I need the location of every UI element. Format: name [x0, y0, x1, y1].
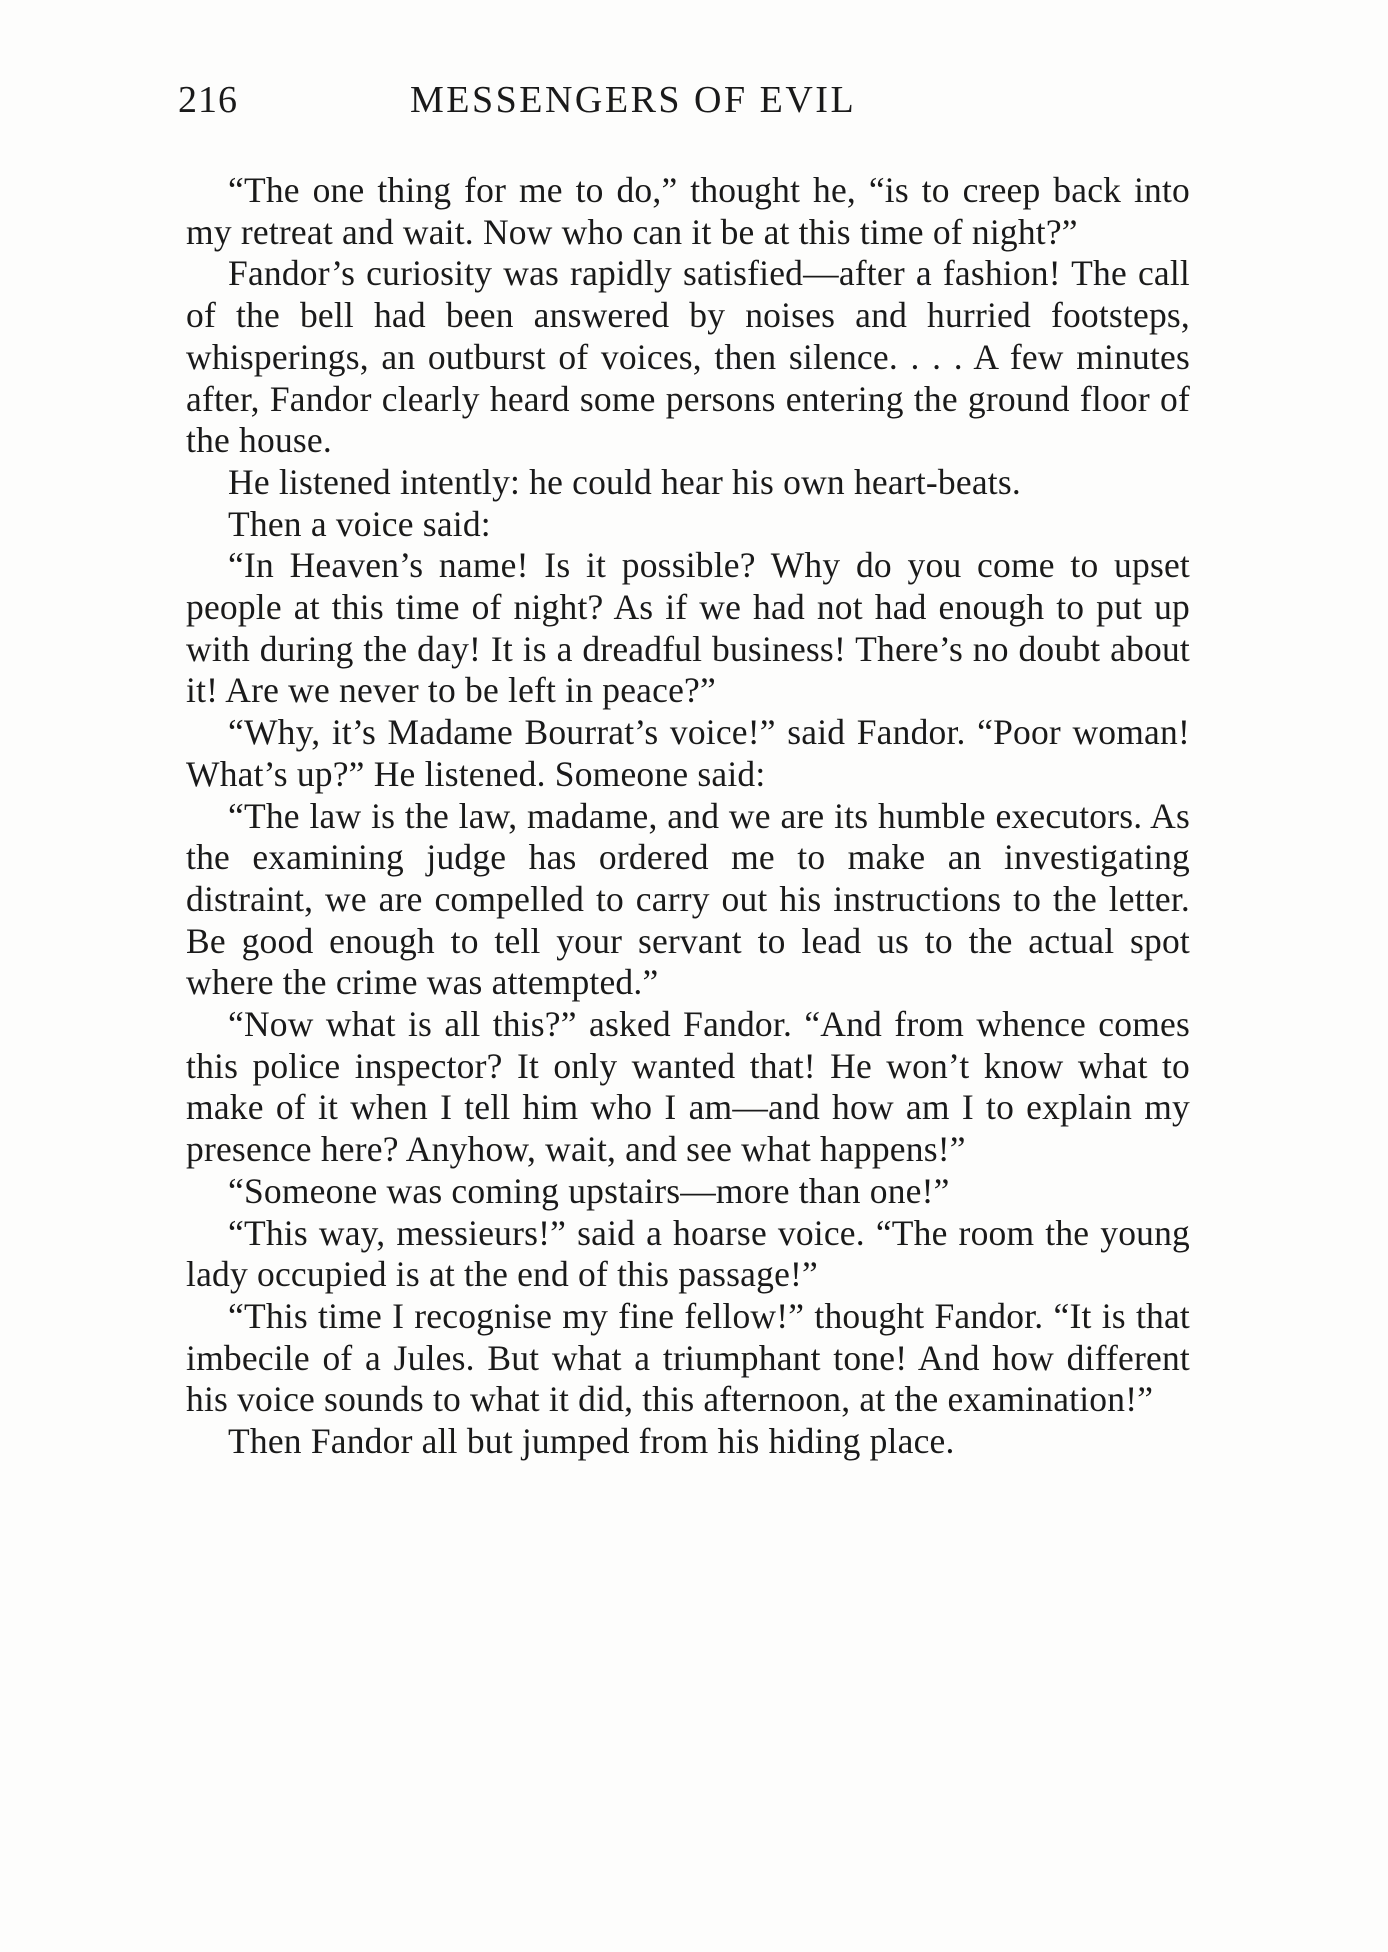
paragraph: “This way, messieurs!” said a hoarse voice. “The room the young lady occupied is at the end of this passage!” [186, 1212, 1190, 1295]
body-text [186, 170, 1190, 1463]
paragraph: “Now what is all this?” asked Fandor. “And from whence comes this police inspector? It only wanted that! He won’t know what to make of it when I tell him who I am—and how am I to explain my presence here? Anyhow, wait, and see what happens!” [186, 1004, 1190, 1170]
paragraph: “The one thing for me to do,” thought he, “is to creep back into my retreat and wait. Now who can it be at this time of night?” [186, 170, 1190, 252]
paragraph: Fandor’s curiosity was rapidly satisfied—after a fashion! The call of the bell had been answered by noises and hurried footsteps, whisperings, an outburst of voices, then silence. . . . A few minutes after, Fandor clearly heard some persons entering the ground floor of the house. [186, 253, 1190, 461]
paragraph: He listened intently: he could hear his own heart-beats. [228, 461, 1021, 502]
paragraph: “Someone was coming upstairs—more than one!” [228, 1170, 950, 1211]
paragraph: Then a voice said: [228, 503, 491, 544]
paragraph: “The law is the law, madame, and we are its humble executors. As the examining judge has ordered me to make an investigating distraint, we are compelled to carry out his instructions to the letter. Be good enough to tell your servant to lead us to the actual spot where the crime was attempted.” [186, 795, 1190, 1003]
paragraph: “In Heaven’s name! Is it possible? Why do you come to upset people at this time of night? As if we had not had enough to put up with during the day! It is a dreadful business! There’s no doubt about it! Are we never to be left in peace?” [186, 545, 1190, 711]
running-head [178, 78, 1188, 138]
paragraph: “This time I recognise my fine fellow!” thought Fandor. “It is that imbecile of a Jules. But what a triumphant tone! And how different his voice sounds to what it did, this afternoon, at the examination!” [186, 1295, 1190, 1420]
page-number: 216 [178, 79, 238, 121]
paragraph: Then Fandor all but jumped from his hiding place. [228, 1421, 955, 1462]
running-title: MESSENGERS OF EVIL [410, 79, 857, 121]
paragraph: “Why, it’s Madame Bourrat’s voice!” said Fandor. “Poor woman! What’s up?” He listened. Someone said: [186, 712, 1190, 794]
